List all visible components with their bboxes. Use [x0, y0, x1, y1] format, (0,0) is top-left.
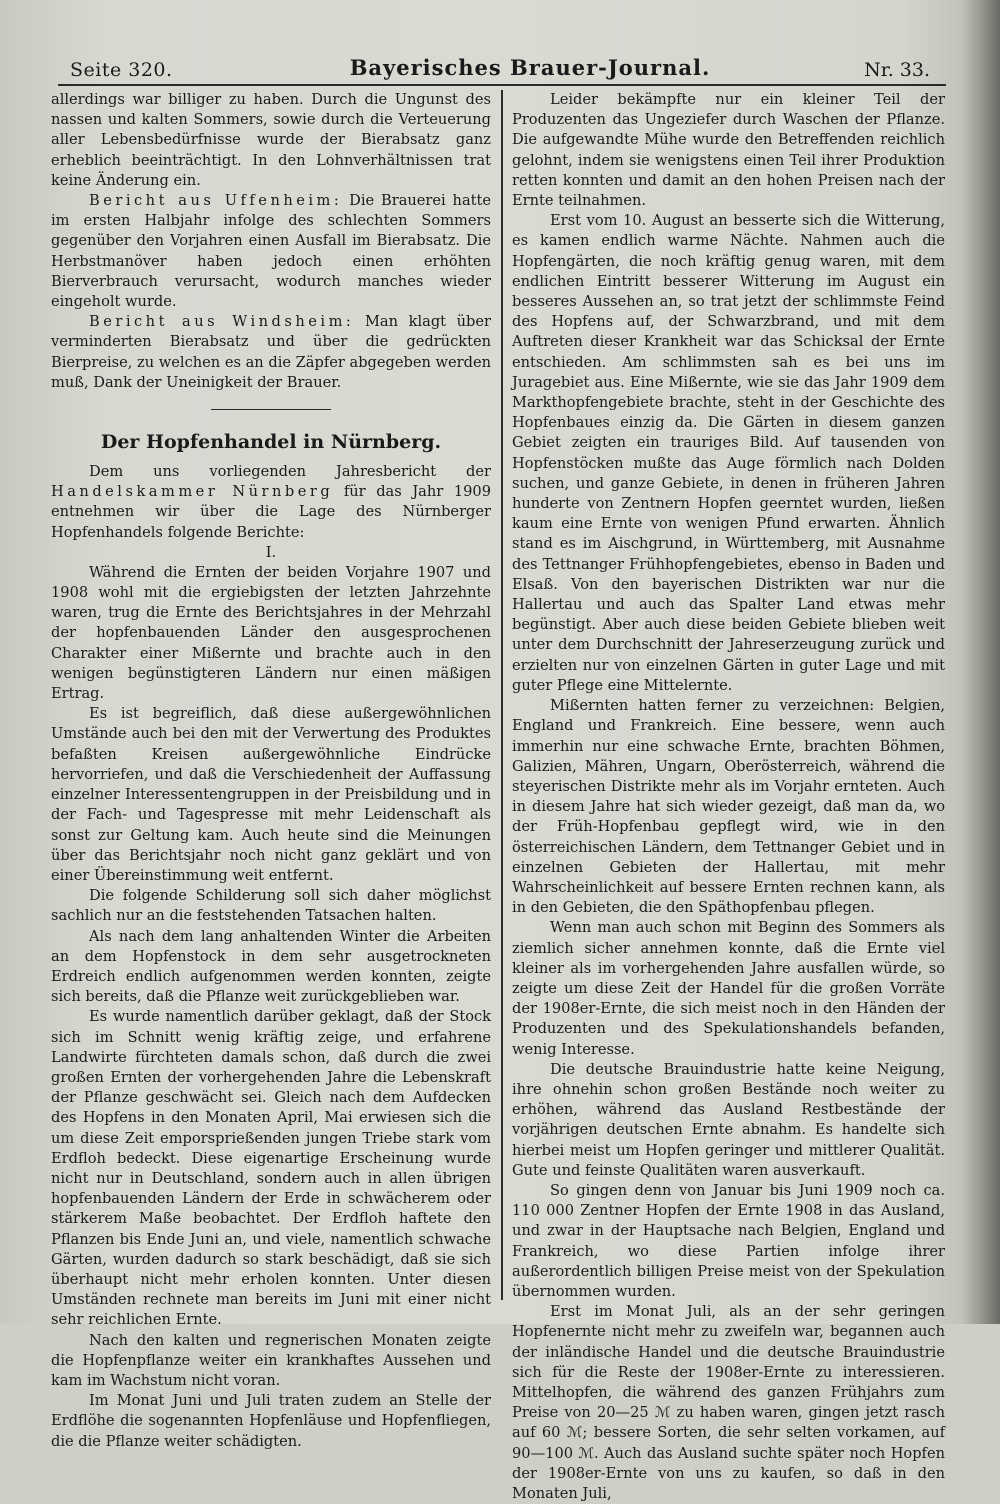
report-heading: Bericht aus Windsheim: — [89, 313, 355, 331]
paragraph: Die deutsche Brauindustrie hatte keine Neigung, ihre ohnehin schon großen Bestände noch weiter zu erhöhen, während das Ausland Restbestände der vorjährigen deutschen Ernte abnahm. Es handelte sich hierbei meist um Hopfen geringer und mittlerer Qualität. Gute und feinste Qualitäten waren ausverkauft. — [512, 1060, 945, 1179]
paragraph: Die folgende Schilderung soll sich daher möglichst sachlich nur an die feststehenden Tatsachen halten. — [51, 887, 491, 925]
intro-text: für das Jahr 1909 entnehmen wir über die Lage des Nürnberger Hopfenhandels folgende Berichte: — [51, 483, 491, 541]
part-number: I. — [265, 543, 277, 561]
right-column — [512, 90, 945, 1504]
page-number: Seite 320. — [70, 59, 173, 81]
issue-number: Nr. 33. — [864, 59, 930, 81]
paragraph: Es wurde namentlich darüber geklagt, daß der Stock sich im Schnitt wenig kräftig zeige, und erfahrene Landwirte fürchteten damals schon, daß durch die zwei großen Ernten der vorhergehenden Jahre die Lebenskraft der Pflanze geschwächt sei. Gleich nach dem Aufdecken des Hopfens in den Monaten April, Mai erwiesen sich die um diese Zeit emporsprießenden jungen Triebe stark vom Erdfloh bedeckt. Diese eigenartige Erscheinung wurde nicht nur in Deutschland, sondern auch in allen übrigen hopfenbauenden Ländern der Erde in schwächerem oder stärkerem Maße beobachtet. Der Erdfloh haftete den Pflanzen bis Ende Juni an, und viele, namentlich schwache Gärten, wurden dadurch so stark beschädigt, daß sie sich überhaupt nicht mehr erholen konnten. Unter diesen Umständen rechnete man bereits im Juni mit einer nicht sehr reichlichen Ernte. — [51, 1008, 491, 1329]
column-divider — [501, 90, 503, 1300]
header-rule — [58, 84, 946, 86]
paragraph: Nach den kalten und regnerischen Monaten zeigte die Hopfenpflanze weiter ein krankhaftes Aussehen und kam im Wachstum nicht voran. — [51, 1331, 491, 1389]
paragraph: Im Monat Juni und Juli traten zudem an Stelle der Erdflöhe die sogenannten Hopfenläuse und Hopfenfliegen, die die Pflanze weiter schädigten. — [51, 1392, 491, 1450]
paragraph: Als nach dem lang anhaltenden Winter die Arbeiten an dem Hopfenstock in dem sehr ausgetrockneten Erdreich endlich aufgenommen werden konnten, zeigte sich bereits, daß die Pflanze weit zurückgeblieben war. — [51, 927, 491, 1006]
report-uffenheim — [51, 191, 491, 312]
report-heading: Bericht aus Uffenheim: — [89, 192, 343, 210]
page-header — [70, 55, 930, 85]
paragraph: Erst im Monat Juli, als an der sehr geringen Hopfenernte nicht mehr zu zweifeln war, begannen auch der inländische Handel und die deutsche Brauindustrie sich für die Reste der 1908er-Ernte zu interessieren. Mittelhopfen, die während des ganzen Frühjahrs zum Preise von 20—25 ℳ zu haben waren, gingen jetzt rasch auf 60 ℳ; bessere Sorten, die sehr selten vorkamen, auf 90—100 ℳ. Auch das Ausland suchte später noch Hopfen der 1908er-Ernte von uns zu kaufen, so daß in den Monaten Juli, — [512, 1303, 945, 1503]
section-divider — [211, 409, 331, 410]
report-windsheim — [51, 312, 491, 393]
paragraph: Während die Ernten der beiden Vorjahre 1907 und 1908 wohl mit die ergiebigsten der letzten Jahrzehnte waren, trug die Ernte des Berichtsjahres in der Mehrzahl der hopfenbauenden Länder den ausgesprochenen Charakter einer Mißernte und brachte auch in den wenigen begünstigteren Ländern nur einen mäßigen Ertrag. — [51, 563, 491, 703]
paragraph: Leider bekämpfte nur ein kleiner Teil der Produzenten das Ungeziefer durch Waschen der Pflanze. Die aufgewandte Mühe wurde den Betreffenden reichlich gelohnt, indem sie wenigstens einen Teil ihrer Produktion retten konnten und damit an den hohen Preisen nach der Ernte teilnahmen. — [512, 91, 945, 210]
paragraph: Wenn man auch schon mit Beginn des Sommers als ziemlich sicher annehmen konnte, daß die Ernte viel kleiner als im vorhergehenden Jahre ausfallen würde, so zeigte um diese Zeit der Handel für die großen Vorräte der 1908er-Ernte, die sich meist noch in den Händen der Produzenten und des Spekulationshandels befanden, wenig Interesse. — [512, 919, 945, 1058]
left-column — [51, 90, 491, 1452]
binding-shadow — [962, 0, 1000, 1324]
paragraph: Mißernten hatten ferner zu verzeichnen: Belgien, England und Frankreich. Eine bessere, wenn auch immerhin nur eine schwache Ernte, brachten Böhmen, Galizien, Mähren, Ungarn, Oberösterreich, während die steyerischen Distrikte mehr als im Vorjahr ernteten. Auch in diesem Jahre hat sich wieder gezeigt, daß man da, wo der Früh-Hopfenbau gepflegt wird, wie in den österreichischen Ländern, dem Tettnanger Gebiet und in einzelnen Gebieten der Hallertau, mit mehr Wahrscheinlichkeit auf bessere Ernten rechnen kann, als in den Gebieten, die den Späthopfenbau pflegen. — [512, 697, 945, 917]
report-text: Man klagt über verminderten Bierabsatz und über die gedrückten Bierpreise, zu welchen es an die Zäpfer abgegeben werden muß, Dank der Uneinigkeit der Brauer. — [51, 313, 491, 391]
chamber-name: Handelskammer Nürnberg — [51, 483, 334, 501]
report-text: Die Brauerei hatte im ersten Halbjahr infolge des schlechten Sommers gegenüber den Vorjahren einen Ausfall im Bierabsatz. Die Herbstmanöver haben jedoch einen erhöhten Bierverbrauch verursacht, wodurch manches wieder eingeholt wurde. — [51, 192, 492, 311]
paragraph: Erst vom 10. August an besserte sich die Witterung, es kamen endlich warme Nächte. Nahmen auch die Hopfengärten, die noch kräftig genug waren, mit dem endlichen Eintritt besserer Witterung im August ein besseres Aussehen an, so trat jetzt der schlimmste Feind des Hopfens auf, der Schwarzbrand, und mit dem Auftreten dieser Krankheit war das Schicksal der Ernte entschieden. Am schlimmsten sah es bei uns im Juragebiet aus. Eine Mißernte, wie sie das Jahr 1909 dem Markthopfengebiete brachte, steht in der Geschichte des Hopfenbaues einzig da. Die Gärten in diesem ganzen Gebiet zeigten ein trauriges Bild. Auf tausenden von Hopfenstöcken mußte das Auge förmlich nach Dolden suchen, und ganze Gebiete, in denen in früheren Jahren hunderte von Zentnern Hopfen geerntet wurden, ließen kaum eine Ernte von wenigen Pfund erwarten. Ähnlich stand es im Aischgrund, in Württemberg, mit Ausnahme des Tettnanger Frühhopfengebietes, ebenso in Baden und Elsaß. Von den bayerischen Distrikten war nur die Hallertau und auch das Spalter Land etwas mehr begünstigt. Aber auch diese beiden Gebiete blieben weit unter dem Durchschnitt der Jahreserzeugung zurück und erzielten nur von einzelnen Gärten in guter Lage und mit guter Pflege eine Mittelernte. — [512, 212, 945, 694]
intro-text: Dem uns vorliegenden Jahresbericht der — [89, 463, 491, 481]
paragraph: allerdings war billiger zu haben. Durch die Ungunst des nassen und kalten Sommers, sowie durch die Verteuerung aller Lebensbedürfnisse wurde der Bierabsatz ganz erheblich beeinträchtigt. In den Lohnverhältnissen trat keine Änderung ein. — [51, 91, 491, 189]
section-title: Der Hopfenhandel in Nürnberg. — [100, 431, 442, 454]
journal-title: Bayerisches Brauer-Journal. — [349, 55, 711, 80]
paragraph: So gingen denn von Januar bis Juni 1909 noch ca. 110 000 Zentner Hopfen der Ernte 1908 in das Ausland, und zwar in der Hauptsache nach Belgien, England und Frankreich, wo diese Partien infolge ihrer außerordentlich billigen Preise meist von der Spekulation übernommen wurden. — [512, 1181, 945, 1300]
intro-paragraph — [51, 462, 491, 543]
paragraph: Es ist begreiflich, daß diese außergewöhnlichen Umstände auch bei den mit der Verwertung des Produktes befaßten Kreisen außergewöhnliche Eindrücke hervorriefen, und daß die Verschiedenheit der Auffassung einzelner Interessentengruppen in der Preisbildung und in der Fach- und Tagespresse mit mehr Leidenschaft als sonst zur Geltung kam. Auch heute sind die Meinungen über das Berichtsjahr noch nicht ganz geklärt und von einer Übereinstimmung weit entfernt. — [51, 705, 491, 884]
